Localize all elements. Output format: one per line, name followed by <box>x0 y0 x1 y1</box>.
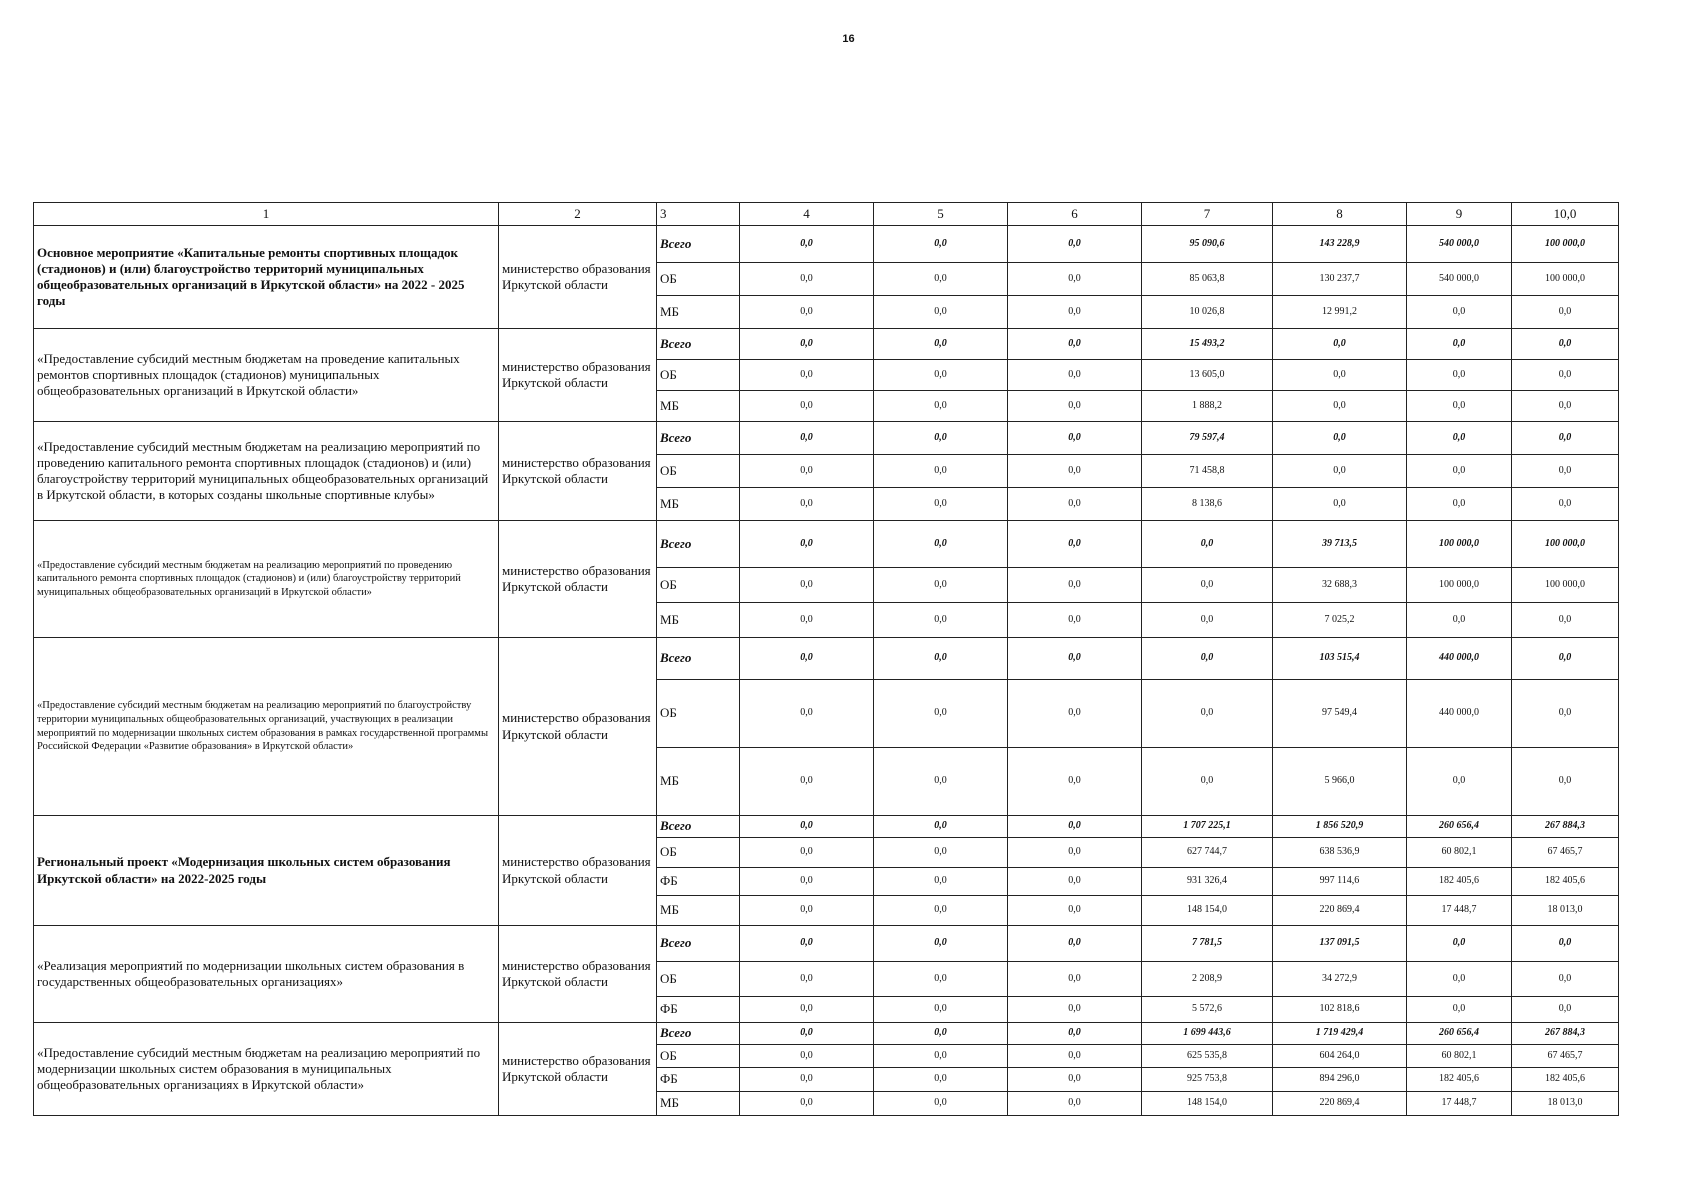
amount-cell: 0,0 <box>1008 1045 1142 1068</box>
amount-cell: 0,0 <box>874 816 1008 838</box>
amount-cell: 0,0 <box>740 926 874 962</box>
amount-cell: 95 090,6 <box>1142 226 1273 263</box>
amount-cell: 0,0 <box>740 1023 874 1045</box>
amount-cell: 5 572,6 <box>1142 997 1273 1023</box>
amount-cell: 0,0 <box>1008 296 1142 329</box>
amount-cell: 0,0 <box>1512 360 1619 391</box>
header-cell: 4 <box>740 203 874 226</box>
amount-cell: 0,0 <box>740 1092 874 1116</box>
amount-cell: 0,0 <box>1008 263 1142 296</box>
header-cell: 8 <box>1273 203 1407 226</box>
amount-cell: 100 000,0 <box>1512 568 1619 603</box>
amount-cell: 0,0 <box>1407 422 1512 455</box>
header-cell: 5 <box>874 203 1008 226</box>
amount-cell: 100 000,0 <box>1512 521 1619 568</box>
amount-cell: 100 000,0 <box>1512 263 1619 296</box>
funding-source: Всего <box>657 329 740 360</box>
amount-cell: 440 000,0 <box>1407 680 1512 748</box>
amount-cell: 143 228,9 <box>1273 226 1407 263</box>
amount-cell: 1 699 443,6 <box>1142 1023 1273 1045</box>
amount-cell: 10 026,8 <box>1142 296 1273 329</box>
amount-cell: 638 536,9 <box>1273 838 1407 868</box>
amount-cell: 260 656,4 <box>1407 1023 1512 1045</box>
amount-cell: 0,0 <box>1142 603 1273 638</box>
amount-cell: 0,0 <box>1273 422 1407 455</box>
amount-cell: 0,0 <box>874 1023 1008 1045</box>
amount-cell: 0,0 <box>1512 638 1619 680</box>
activity-name: Региональный проект «Модернизация школьных систем образования Иркутской области» на 2022-2025 годы <box>34 816 499 926</box>
header-cell: 6 <box>1008 203 1142 226</box>
amount-cell: 0,0 <box>1407 488 1512 521</box>
amount-cell: 0,0 <box>874 568 1008 603</box>
amount-cell: 0,0 <box>1008 1068 1142 1092</box>
activity-name: «Предоставление субсидий местным бюджетам на реализацию мероприятий по модернизации школьных систем образования в муниципальных общеобразовательных организациях в Иркутской области» <box>34 1023 499 1116</box>
funding-source: ОБ <box>657 360 740 391</box>
funding-source: ОБ <box>657 568 740 603</box>
funding-source: Всего <box>657 816 740 838</box>
amount-cell: 0,0 <box>874 422 1008 455</box>
amount-cell: 60 802,1 <box>1407 1045 1512 1068</box>
amount-cell: 0,0 <box>874 226 1008 263</box>
amount-cell: 0,0 <box>740 997 874 1023</box>
amount-cell: 260 656,4 <box>1407 816 1512 838</box>
amount-cell: 1 707 225,1 <box>1142 816 1273 838</box>
amount-cell: 67 465,7 <box>1512 838 1619 868</box>
amount-cell: 0,0 <box>1512 422 1619 455</box>
amount-cell: 0,0 <box>1008 568 1142 603</box>
executor: министерство образования Иркутской области <box>499 926 657 1023</box>
funding-source: МБ <box>657 296 740 329</box>
header-cell: 2 <box>499 203 657 226</box>
amount-cell: 0,0 <box>1407 455 1512 488</box>
funding-source: ФБ <box>657 868 740 896</box>
amount-cell: 0,0 <box>1273 360 1407 391</box>
amount-cell: 0,0 <box>874 638 1008 680</box>
amount-cell: 102 818,6 <box>1273 997 1407 1023</box>
amount-cell: 17 448,7 <box>1407 1092 1512 1116</box>
amount-cell: 627 744,7 <box>1142 838 1273 868</box>
header-cell: 1 <box>34 203 499 226</box>
amount-cell: 15 493,2 <box>1142 329 1273 360</box>
amount-cell: 0,0 <box>874 455 1008 488</box>
amount-cell: 0,0 <box>1512 997 1619 1023</box>
activity-name: «Реализация мероприятий по модернизации школьных систем образования в государственных общеобразовательных организациях» <box>34 926 499 1023</box>
amount-cell: 0,0 <box>740 521 874 568</box>
amount-cell: 0,0 <box>874 263 1008 296</box>
executor: министерство образования Иркутской области <box>499 521 657 638</box>
amount-cell: 0,0 <box>1512 488 1619 521</box>
amount-cell: 100 000,0 <box>1407 521 1512 568</box>
amount-cell: 0,0 <box>1008 816 1142 838</box>
funding-source: ОБ <box>657 962 740 997</box>
funding-source: МБ <box>657 896 740 926</box>
amount-cell: 0,0 <box>1142 521 1273 568</box>
amount-cell: 0,0 <box>740 568 874 603</box>
amount-cell: 0,0 <box>740 868 874 896</box>
amount-cell: 0,0 <box>874 391 1008 422</box>
header-cell: 9 <box>1407 203 1512 226</box>
activity-name: Основное мероприятие «Капитальные ремонты спортивных площадок (стадионов) и (или) благоустройство территорий муниципальных общеобразовательных организаций в Иркутской области» на 2022 - 2025 годы <box>34 226 499 329</box>
amount-cell: 894 296,0 <box>1273 1068 1407 1092</box>
amount-cell: 0,0 <box>1142 680 1273 748</box>
table-row <box>34 226 1619 263</box>
amount-cell: 0,0 <box>1512 296 1619 329</box>
activity-name: «Предоставление субсидий местным бюджетам на реализацию мероприятий по проведению капитального ремонта спортивных площадок (стадионов) и (или) благоустройству территорий муниципальных общеобразовательных организаций в Иркутской области, в которых созданы школьные спортивные клубы» <box>34 422 499 521</box>
amount-cell: 1 856 520,9 <box>1273 816 1407 838</box>
amount-cell: 0,0 <box>874 926 1008 962</box>
amount-cell: 0,0 <box>1407 329 1512 360</box>
amount-cell: 0,0 <box>874 296 1008 329</box>
amount-cell: 5 966,0 <box>1273 748 1407 816</box>
funding-source: Всего <box>657 422 740 455</box>
table-row <box>34 816 1619 838</box>
table-row <box>34 329 1619 360</box>
amount-cell: 12 991,2 <box>1273 296 1407 329</box>
amount-cell: 0,0 <box>740 263 874 296</box>
amount-cell: 0,0 <box>874 868 1008 896</box>
amount-cell: 0,0 <box>1273 488 1407 521</box>
amount-cell: 0,0 <box>874 896 1008 926</box>
funding-source: ФБ <box>657 997 740 1023</box>
amount-cell: 0,0 <box>1512 603 1619 638</box>
amount-cell: 0,0 <box>1512 329 1619 360</box>
amount-cell: 0,0 <box>874 603 1008 638</box>
amount-cell: 0,0 <box>740 896 874 926</box>
amount-cell: 0,0 <box>740 360 874 391</box>
amount-cell: 0,0 <box>1273 455 1407 488</box>
amount-cell: 0,0 <box>740 962 874 997</box>
amount-cell: 0,0 <box>874 1068 1008 1092</box>
amount-cell: 182 405,6 <box>1512 868 1619 896</box>
funding-source: ОБ <box>657 1045 740 1068</box>
amount-cell: 67 465,7 <box>1512 1045 1619 1068</box>
amount-cell: 148 154,0 <box>1142 896 1273 926</box>
amount-cell: 0,0 <box>1008 962 1142 997</box>
amount-cell: 17 448,7 <box>1407 896 1512 926</box>
amount-cell: 0,0 <box>740 296 874 329</box>
amount-cell: 0,0 <box>1142 568 1273 603</box>
amount-cell: 103 515,4 <box>1273 638 1407 680</box>
amount-cell: 0,0 <box>874 680 1008 748</box>
executor: министерство образования Иркутской области <box>499 638 657 816</box>
amount-cell: 0,0 <box>1008 603 1142 638</box>
table-row <box>34 1023 1619 1045</box>
page-number: 16 <box>842 33 855 45</box>
funding-source: МБ <box>657 391 740 422</box>
amount-cell: 100 000,0 <box>1407 568 1512 603</box>
amount-cell: 540 000,0 <box>1407 263 1512 296</box>
amount-cell: 0,0 <box>1008 391 1142 422</box>
amount-cell: 267 884,3 <box>1512 816 1619 838</box>
amount-cell: 0,0 <box>1008 868 1142 896</box>
amount-cell: 148 154,0 <box>1142 1092 1273 1116</box>
amount-cell: 0,0 <box>740 680 874 748</box>
amount-cell: 925 753,8 <box>1142 1068 1273 1092</box>
amount-cell: 0,0 <box>740 391 874 422</box>
funding-source: ФБ <box>657 1068 740 1092</box>
amount-cell: 1 888,2 <box>1142 391 1273 422</box>
amount-cell: 182 405,6 <box>1407 1068 1512 1092</box>
amount-cell: 0,0 <box>1008 1092 1142 1116</box>
amount-cell: 0,0 <box>1407 962 1512 997</box>
amount-cell: 0,0 <box>1008 748 1142 816</box>
amount-cell: 8 138,6 <box>1142 488 1273 521</box>
amount-cell: 79 597,4 <box>1142 422 1273 455</box>
funding-source: МБ <box>657 748 740 816</box>
amount-cell: 0,0 <box>740 488 874 521</box>
amount-cell: 0,0 <box>740 748 874 816</box>
amount-cell: 440 000,0 <box>1407 638 1512 680</box>
amount-cell: 0,0 <box>874 997 1008 1023</box>
funding-source: Всего <box>657 926 740 962</box>
amount-cell: 540 000,0 <box>1407 226 1512 263</box>
amount-cell: 0,0 <box>1008 997 1142 1023</box>
executor: министерство образования Иркутской области <box>499 1023 657 1116</box>
amount-cell: 0,0 <box>740 455 874 488</box>
amount-cell: 0,0 <box>1008 896 1142 926</box>
funding-source: МБ <box>657 488 740 521</box>
funding-source: Всего <box>657 638 740 680</box>
amount-cell: 137 091,5 <box>1273 926 1407 962</box>
amount-cell: 931 326,4 <box>1142 868 1273 896</box>
amount-cell: 0,0 <box>1008 926 1142 962</box>
amount-cell: 39 713,5 <box>1273 521 1407 568</box>
executor: министерство образования Иркутской области <box>499 329 657 422</box>
funding-source: ОБ <box>657 263 740 296</box>
amount-cell: 0,0 <box>740 838 874 868</box>
amount-cell: 0,0 <box>1142 638 1273 680</box>
amount-cell: 85 063,8 <box>1142 263 1273 296</box>
funding-source: МБ <box>657 603 740 638</box>
amount-cell: 0,0 <box>1008 638 1142 680</box>
amount-cell: 2 208,9 <box>1142 962 1273 997</box>
amount-cell: 34 272,9 <box>1273 962 1407 997</box>
activity-name: «Предоставление субсидий местным бюджетам на проведение капитальных ремонтов спортивных площадок (стадионов) муниципальных общеобразовательных организаций в Иркутской области» <box>34 329 499 422</box>
amount-cell: 0,0 <box>1008 1023 1142 1045</box>
amount-cell: 0,0 <box>740 603 874 638</box>
amount-cell: 0,0 <box>1008 360 1142 391</box>
amount-cell: 97 549,4 <box>1273 680 1407 748</box>
amount-cell: 0,0 <box>740 1045 874 1068</box>
amount-cell: 0,0 <box>874 962 1008 997</box>
amount-cell: 0,0 <box>1008 329 1142 360</box>
amount-cell: 0,0 <box>1008 680 1142 748</box>
amount-cell: 100 000,0 <box>1512 226 1619 263</box>
amount-cell: 0,0 <box>874 748 1008 816</box>
amount-cell: 0,0 <box>1273 391 1407 422</box>
amount-cell: 0,0 <box>874 521 1008 568</box>
funding-source: ОБ <box>657 680 740 748</box>
amount-cell: 0,0 <box>1407 748 1512 816</box>
amount-cell: 0,0 <box>740 422 874 455</box>
amount-cell: 0,0 <box>1512 391 1619 422</box>
amount-cell: 625 535,8 <box>1142 1045 1273 1068</box>
amount-cell: 604 264,0 <box>1273 1045 1407 1068</box>
amount-cell: 220 869,4 <box>1273 896 1407 926</box>
amount-cell: 0,0 <box>874 838 1008 868</box>
amount-cell: 0,0 <box>740 226 874 263</box>
funding-source: Всего <box>657 1023 740 1045</box>
amount-cell: 997 114,6 <box>1273 868 1407 896</box>
amount-cell: 18 013,0 <box>1512 1092 1619 1116</box>
amount-cell: 0,0 <box>874 488 1008 521</box>
amount-cell: 18 013,0 <box>1512 896 1619 926</box>
amount-cell: 0,0 <box>740 329 874 360</box>
amount-cell: 7 025,2 <box>1273 603 1407 638</box>
table-row <box>34 422 1619 455</box>
amount-cell: 182 405,6 <box>1407 868 1512 896</box>
amount-cell: 0,0 <box>874 1045 1008 1068</box>
funding-source: ОБ <box>657 455 740 488</box>
amount-cell: 60 802,1 <box>1407 838 1512 868</box>
executor: министерство образования Иркутской области <box>499 816 657 926</box>
funding-source: Всего <box>657 521 740 568</box>
header-cell: 10,0 <box>1512 203 1619 226</box>
executor: министерство образования Иркутской области <box>499 226 657 329</box>
amount-cell: 71 458,8 <box>1142 455 1273 488</box>
amount-cell: 0,0 <box>1008 422 1142 455</box>
amount-cell: 0,0 <box>1407 360 1512 391</box>
amount-cell: 0,0 <box>1008 226 1142 263</box>
amount-cell: 0,0 <box>740 816 874 838</box>
amount-cell: 0,0 <box>1407 603 1512 638</box>
header-cell: 7 <box>1142 203 1273 226</box>
amount-cell: 32 688,3 <box>1273 568 1407 603</box>
amount-cell: 0,0 <box>1142 748 1273 816</box>
funding-source: МБ <box>657 1092 740 1116</box>
amount-cell: 7 781,5 <box>1142 926 1273 962</box>
amount-cell: 0,0 <box>1407 296 1512 329</box>
amount-cell: 0,0 <box>1008 455 1142 488</box>
table-row <box>34 521 1619 568</box>
amount-cell: 0,0 <box>1512 455 1619 488</box>
amount-cell: 0,0 <box>1512 680 1619 748</box>
amount-cell: 0,0 <box>740 1068 874 1092</box>
funding-source: ОБ <box>657 838 740 868</box>
amount-cell: 13 605,0 <box>1142 360 1273 391</box>
activity-name: «Предоставление субсидий местным бюджетам на реализацию мероприятий по благоустройству территории муниципальных общеобразовательных организаций, участвующих в реализации мероприятий по модернизации школьных систем образования в рамках государственной программы Российской Федерации «Развитие образования» в Иркутской области» <box>34 638 499 816</box>
amount-cell: 130 237,7 <box>1273 263 1407 296</box>
header-row <box>34 203 1619 226</box>
amount-cell: 1 719 429,4 <box>1273 1023 1407 1045</box>
funding-source: Всего <box>657 226 740 263</box>
amount-cell: 0,0 <box>874 1092 1008 1116</box>
amount-cell: 0,0 <box>1407 926 1512 962</box>
amount-cell: 0,0 <box>1512 926 1619 962</box>
executor: министерство образования Иркутской области <box>499 422 657 521</box>
table-row <box>34 638 1619 680</box>
header-cell: 3 <box>657 203 740 226</box>
amount-cell: 0,0 <box>874 329 1008 360</box>
amount-cell: 0,0 <box>1512 962 1619 997</box>
table-row <box>34 926 1619 962</box>
amount-cell: 0,0 <box>1008 838 1142 868</box>
amount-cell: 220 869,4 <box>1273 1092 1407 1116</box>
amount-cell: 0,0 <box>1008 521 1142 568</box>
amount-cell: 0,0 <box>1512 748 1619 816</box>
activity-name: «Предоставление субсидий местным бюджетам на реализацию мероприятий по проведению капитального ремонта спортивных площадок (стадионов) и (или) благоустройству территорий муниципальных общеобразовательных организаций в Иркутской области» <box>34 521 499 638</box>
amount-cell: 0,0 <box>1407 997 1512 1023</box>
amount-cell: 0,0 <box>1407 391 1512 422</box>
amount-cell: 0,0 <box>740 638 874 680</box>
amount-cell: 267 884,3 <box>1512 1023 1619 1045</box>
amount-cell: 182 405,6 <box>1512 1068 1619 1092</box>
amount-cell: 0,0 <box>1008 488 1142 521</box>
amount-cell: 0,0 <box>1273 329 1407 360</box>
amount-cell: 0,0 <box>874 360 1008 391</box>
budget-table <box>33 202 1619 1116</box>
